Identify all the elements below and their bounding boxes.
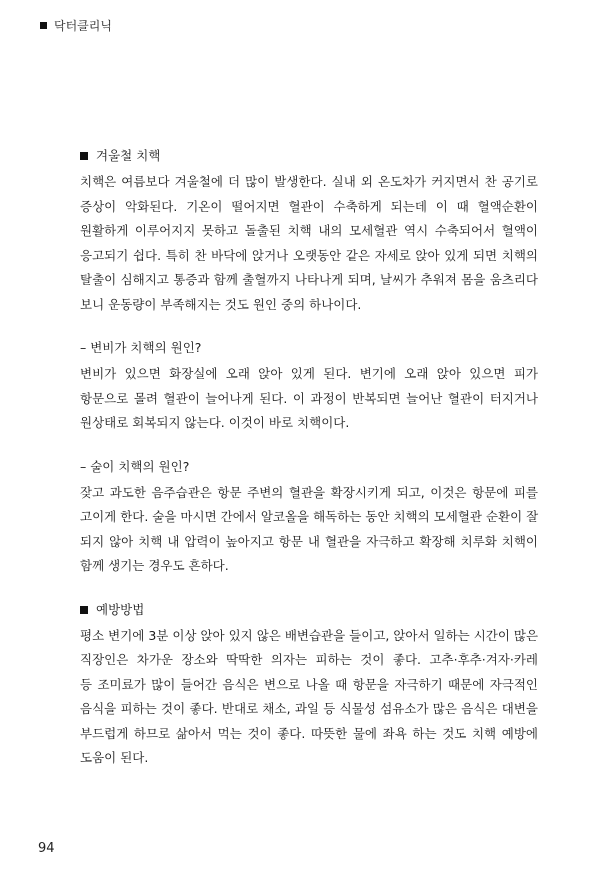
text-line: 되지 않아 치핵 내 압력이 높아지고 항문 내 혈관을 자극하고 확장해 치루화 치핵이	[80, 533, 538, 549]
section-title	[80, 146, 538, 166]
text-line: 원상태로 회복되지 않는다. 이것이 바로 치핵이다.	[80, 415, 350, 430]
square-bullet-icon	[40, 22, 47, 29]
text-line: 고이게 한다. 술을 마시면 간에서 알코올을 해독하는 동안 치핵의 모세혈관 순환이 잘	[80, 509, 539, 524]
text-line: 부드럽게 하므로 삶아서 먹는 것이 좋다. 따뜻한 물에 좌욕 하는 것도 치핵 예방에	[80, 725, 538, 741]
running-header	[40, 17, 112, 34]
section-title	[80, 600, 538, 620]
section-title-text: 예방방법	[96, 601, 145, 617]
text-line: 치핵은 여름보다 겨울철에 더 많이 발생한다. 실내 외 온도차가 커지면서 찬 공기로	[80, 174, 538, 189]
paragraph	[80, 624, 538, 771]
text-line: 탈출이 심해지고 통증과 함께 출혈까지 나타나게 되며, 날씨가 추워져 몸을 움츠리다	[80, 272, 538, 287]
text-line: 함께 생기는 경우도 흔하다.	[80, 558, 229, 573]
text-line: 음식을 피하는 것이 좋다. 반대로 채소, 과일 등 식물성 섬유소가 많은 음식은 대변을	[80, 701, 538, 716]
text-line: 등 조미료가 많이 들어간 음식은 변으로 나올 때 항문을 자극하기 때문에 자극적인	[80, 676, 538, 692]
section-title	[80, 338, 538, 358]
section	[80, 457, 538, 579]
text-line: 증상이 악화된다. 기온이 떨어지면 혈관이 수축하게 되는데 이 때 혈액순환이	[80, 198, 538, 214]
square-bullet-icon	[80, 606, 88, 614]
section	[80, 338, 538, 436]
paragraph	[80, 170, 538, 317]
text-line: 원활하게 이루어지지 못하고 돌출된 치핵 내의 모세혈관 역시 수축되어서 혈액이	[80, 223, 538, 238]
text-line: 응고되기 쉽다. 특히 찬 바닥에 앉거나 오랫동안 같은 자세로 앉아 있게 되면 치핵의	[80, 247, 538, 263]
section	[80, 146, 538, 317]
section-title-text: 겨울철 치핵	[96, 148, 161, 163]
header-title: 닥터클리닉	[54, 19, 112, 33]
paragraph	[80, 481, 538, 579]
section-title-text: – 술이 치핵의 원인?	[80, 458, 190, 474]
text-line: 보니 운동량이 부족해지는 것도 원인 중의 하나이다.	[80, 296, 362, 312]
text-line: 직장인은 차가운 장소와 딱딱한 의자는 피하는 것이 좋다. 고추·후추·겨자·카레	[80, 652, 538, 667]
text-line: 변비가 있으면 화장실에 오래 앉아 있게 된다. 변기에 오래 앉아 있으면 피가	[80, 366, 538, 381]
page-number: 94	[38, 841, 55, 856]
text-line: 도움이 된다.	[80, 750, 149, 765]
section-title	[80, 457, 538, 477]
square-bullet-icon	[80, 152, 88, 160]
paragraph	[80, 362, 538, 436]
text-line: 항문으로 몰려 혈관이 늘어나게 된다. 이 과정이 반복되면 늘어난 혈관이 터지거나	[80, 390, 538, 406]
text-line: 잦고 과도한 음주습관은 항문 주변의 혈관을 확장시키게 되고, 이것은 항문에 피를	[80, 484, 538, 500]
article-body	[80, 146, 538, 792]
section-title-text: – 변비가 치핵의 원인?	[80, 340, 202, 355]
section	[80, 600, 538, 771]
text-line: 평소 변기에 3분 이상 앉아 있지 않은 배변습관을 들이고, 앉아서 일하는 시간이 많은	[80, 627, 539, 643]
